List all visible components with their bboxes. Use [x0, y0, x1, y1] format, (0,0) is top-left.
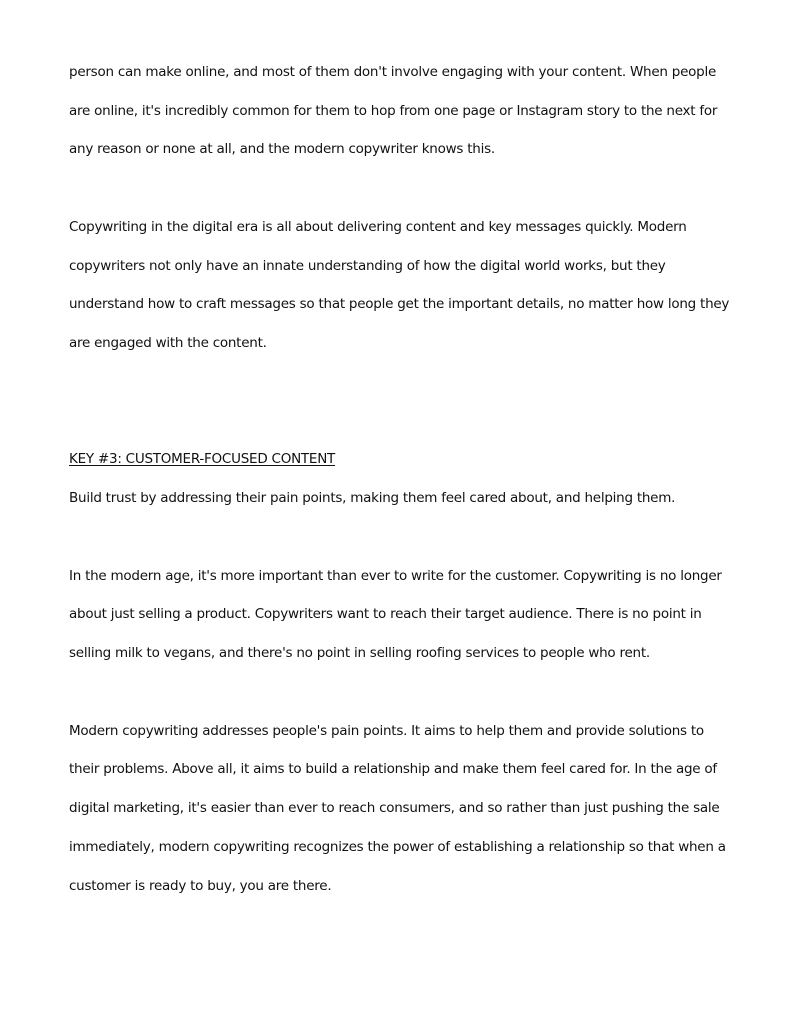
text-line: In the modern age, it's more important than ever to write for the customer. Copywriting is no longer [69, 568, 722, 584]
text-line: are online, it's incredibly common for them to hop from one page or Instagram story to the next for [69, 103, 718, 119]
text-line: their problems. Above all, it aims to build a relationship and make them feel cared for. In the age of [69, 761, 717, 777]
text-line: about just selling a product. Copywriters want to reach their target audience. There is no point in [69, 606, 702, 622]
text-line: Copywriting in the digital era is all about delivering content and key messages quickly. Modern [69, 219, 687, 235]
text-line: are engaged with the content. [69, 335, 267, 351]
section-heading: KEY #3: CUSTOMER-FOCUSED CONTENT [69, 451, 336, 467]
text-line: Modern copywriting addresses people's pain points. It aims to help them and provide solutions to [69, 723, 704, 739]
text-line: person can make online, and most of them don't involve engaging with your content. When people [69, 64, 717, 80]
text-line: digital marketing, it's easier than ever to reach consumers, and so rather than just pushing the sale [69, 800, 720, 816]
text-line: selling milk to vegans, and there's no point in selling roofing services to people who rent. [69, 645, 650, 661]
section-intro: Build trust by addressing their pain points, making them feel cared about, and helping them. [69, 490, 676, 506]
text-line: copywriters not only have an innate understanding of how the digital world works, but they [69, 258, 666, 274]
text-line: understand how to craft messages so that people get the important details, no matter how long they [69, 296, 730, 312]
text-line: any reason or none at all, and the modern copywriter knows this. [69, 141, 495, 157]
text-line: immediately, modern copywriting recognizes the power of establishing a relationship so that when a [69, 839, 726, 855]
text-line: customer is ready to buy, you are there. [69, 878, 332, 894]
